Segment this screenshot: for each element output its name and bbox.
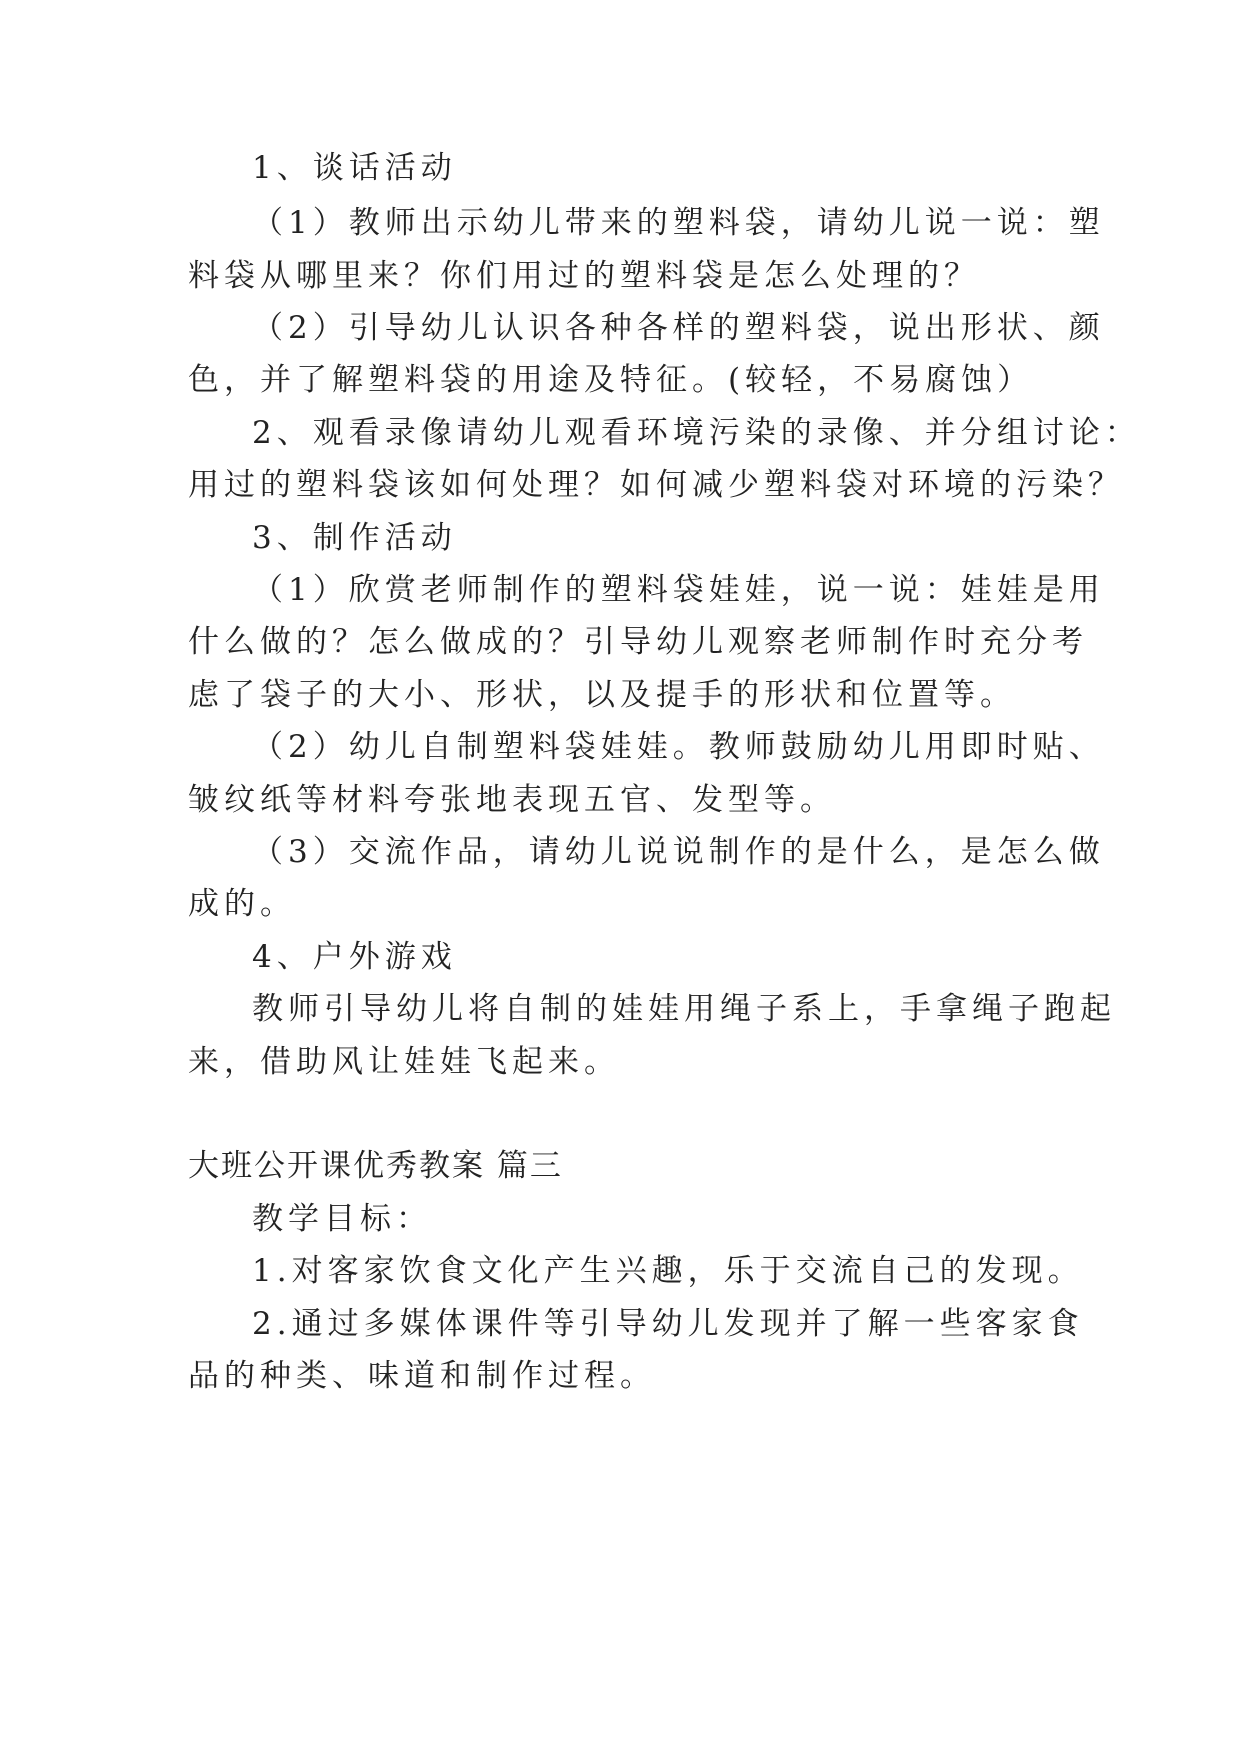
section-heading-talk: 1、谈话活动 — [252, 150, 457, 186]
paragraph-line: 色，并了解塑料袋的用途及特征。(较轻，不易腐蚀） — [188, 362, 1034, 398]
paragraph-line: （1）教师出示幼儿带来的塑料袋，请幼儿说一说：塑 — [252, 205, 1105, 241]
goal-item: 1.对客家饮食文化产生兴趣，乐于交流自己的发现。 — [252, 1253, 1084, 1289]
paragraph-line: 品的种类、味道和制作过程。 — [188, 1358, 656, 1394]
paragraph-line: 皱纹纸等材料夸张地表现五官、发型等。 — [188, 782, 836, 818]
paragraph-line: 教师引导幼儿将自制的娃娃用绳子系上，手拿绳子跑起 — [252, 991, 1116, 1027]
paragraph-line: 2、观看录像请幼儿观看环境污染的录像、并分组讨论： — [252, 415, 1141, 451]
article-title: 大班公开课优秀教案 篇三 — [188, 1148, 563, 1184]
paragraph-line: 成的。 — [188, 886, 296, 922]
paragraph-line: 用过的塑料袋该如何处理？如何减少塑料袋对环境的污染？ — [188, 467, 1124, 503]
section-heading-make: 3、制作活动 — [252, 520, 457, 556]
subheading-goals: 教学目标： — [252, 1201, 432, 1237]
paragraph-line: 虑了袋子的大小、形状，以及提手的形状和位置等。 — [188, 677, 1016, 713]
section-heading-outdoor: 4、户外游戏 — [252, 939, 457, 975]
paragraph-line: （2）幼儿自制塑料袋娃娃。教师鼓励幼儿用即时贴、 — [252, 729, 1105, 765]
paragraph-line: 什么做的？怎么做成的？引导幼儿观察老师制作时充分考 — [188, 624, 1088, 660]
paragraph-line: 来，借助风让娃娃飞起来。 — [188, 1044, 620, 1080]
paragraph-line: （1）欣赏老师制作的塑料袋娃娃，说一说：娃娃是用 — [252, 572, 1105, 608]
paragraph-line: （3）交流作品，请幼儿说说制作的是什么，是怎么做 — [252, 834, 1105, 870]
goal-item: 2.通过多媒体课件等引导幼儿发现并了解一些客家食 — [252, 1306, 1084, 1342]
paragraph-line: 料袋从哪里来？你们用过的塑料袋是怎么处理的？ — [188, 258, 980, 294]
paragraph-line: （2）引导幼儿认识各种各样的塑料袋，说出形状、颜 — [252, 310, 1105, 346]
